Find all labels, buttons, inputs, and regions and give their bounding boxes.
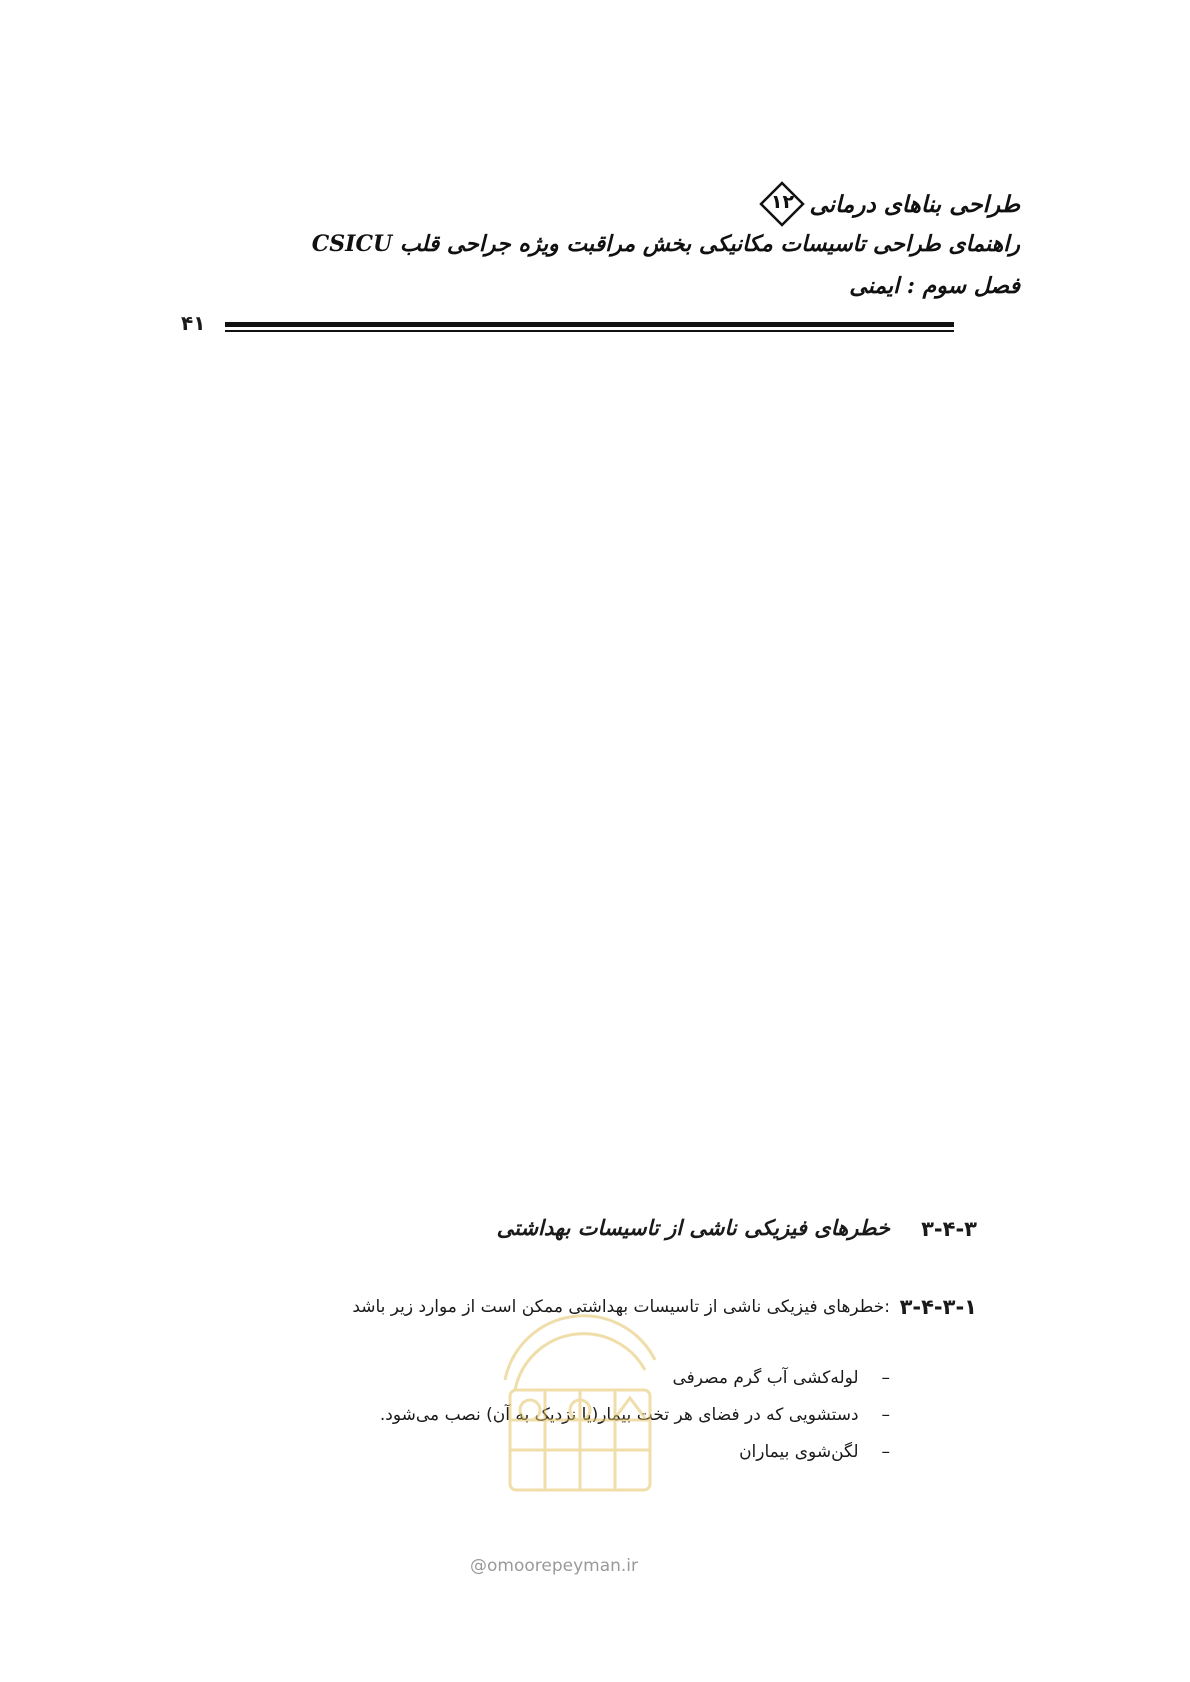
dash-icon: – xyxy=(881,1405,890,1425)
chapter-title: فصل سوم : ایمنی xyxy=(849,273,1020,299)
watermark-url: @omoorepeyman.ir xyxy=(470,1556,639,1576)
document-subtitle: راهنمای طراحی تاسیسات مکانیکی بخش مراقبت ویژه جراحی قلب CSICU xyxy=(311,231,1020,257)
book-title-line xyxy=(759,181,1020,227)
bullet-item xyxy=(672,1368,890,1388)
bullet-text: لگن‌شوی بیماران xyxy=(739,1442,859,1462)
page-number: ۴۱ xyxy=(181,311,206,335)
clause-text: خطرهای فیزیکی ناشی از تاسیسات بهداشتی ممکن است از موارد زیر باشد: xyxy=(352,1297,890,1317)
section-number: ۳-۴-۳ xyxy=(921,1217,977,1241)
book-number: ۱۲ xyxy=(770,191,795,213)
bullet-text: دستشویی که در فضای هر تخت بیمار(یا نزدیک به آن) نصب می‌شود. xyxy=(379,1405,859,1425)
dash-icon: – xyxy=(881,1442,890,1462)
header-rule-thin xyxy=(225,330,954,332)
clause-number: ۳-۴-۳-۱ xyxy=(899,1295,977,1319)
bullet-text: لوله‌کشی آب گرم مصرفی xyxy=(672,1368,859,1388)
book-title: طراحی بناهای درمانی xyxy=(809,190,1020,218)
bullet-item xyxy=(739,1442,890,1462)
section-title: خطرهای فیزیکی ناشی از تاسیسات بهداشتی xyxy=(496,1215,890,1240)
book-number-diamond-icon xyxy=(759,181,805,227)
watermark-logo-icon xyxy=(475,1270,685,1500)
dash-icon: – xyxy=(881,1368,890,1388)
header-rule-thick xyxy=(225,322,954,327)
